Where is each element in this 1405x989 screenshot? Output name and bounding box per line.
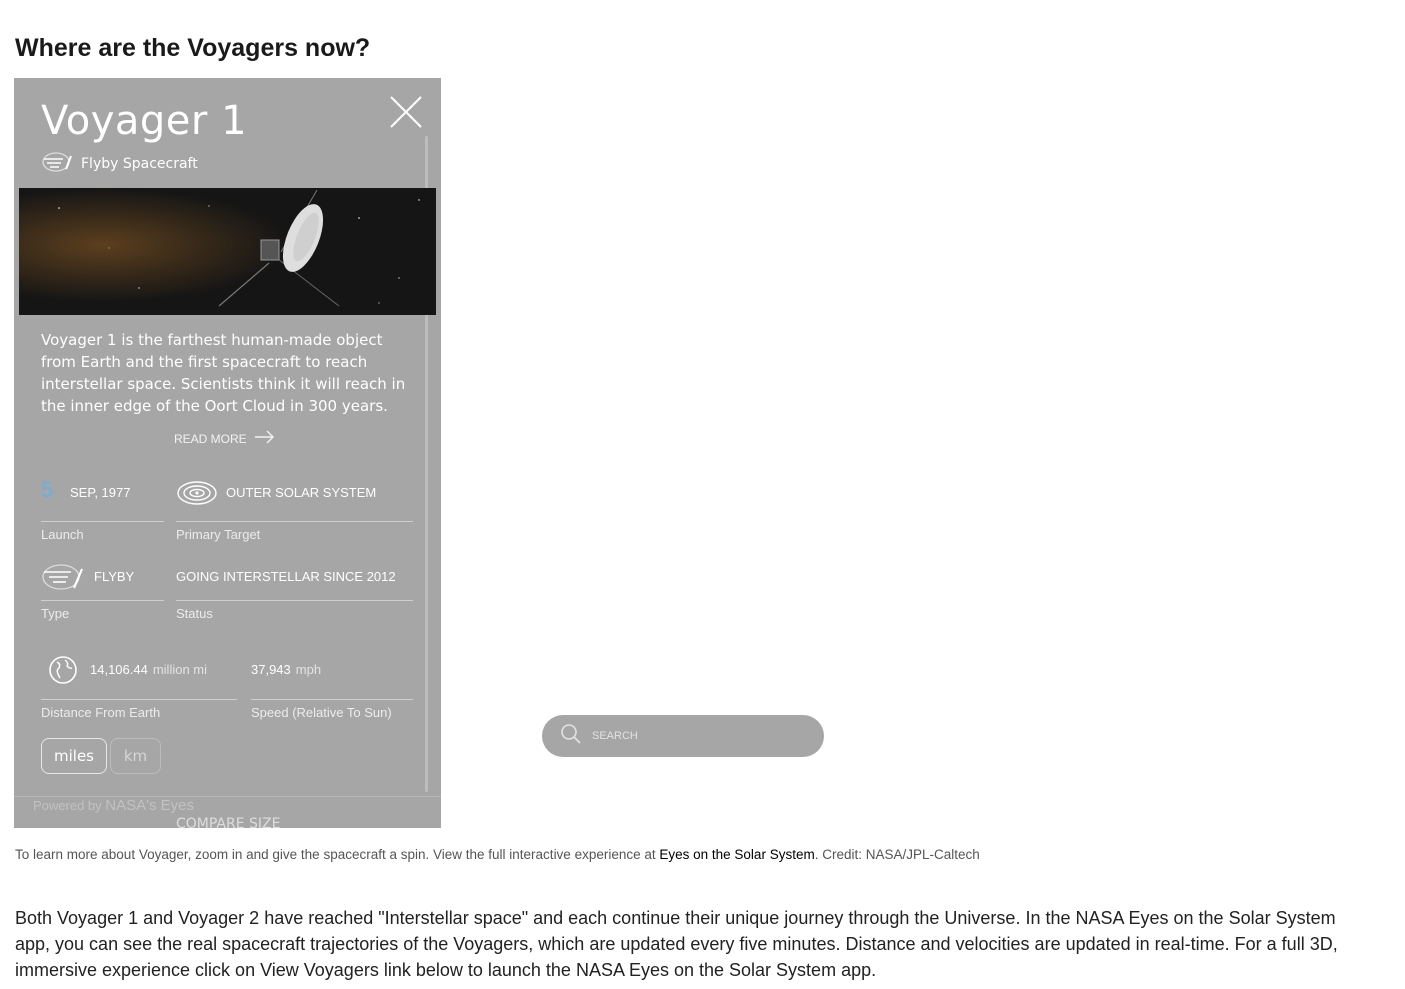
type-label: Type: [41, 606, 70, 621]
km-toggle-button[interactable]: km: [110, 738, 161, 774]
caption-credit: . Credit: NASA/JPL-Caltech: [814, 847, 980, 862]
spacecraft-title: Voyager 1: [41, 98, 248, 144]
type-divider: [41, 600, 164, 601]
status-label: Status: [176, 606, 213, 621]
distance-divider: [41, 699, 237, 700]
primary-target-value: OUTER SOLAR SYSTEM: [226, 485, 377, 500]
launch-label: Launch: [41, 527, 84, 542]
spacecraft-type-row: [41, 152, 198, 176]
distance-unit: million mi: [152, 662, 208, 677]
spacecraft-subtitle: Flyby Spacecraft: [81, 156, 198, 172]
miles-toggle-button[interactable]: miles: [41, 738, 107, 774]
type-value: FLYBY: [94, 569, 135, 584]
launch-day: 5: [41, 477, 54, 502]
read-more-link[interactable]: [174, 430, 275, 447]
solar-system-orbit-icon: [176, 479, 218, 512]
status-value: GOING INTERSTELLAR SINCE 2012: [176, 569, 396, 584]
powered-by-nasa-eyes: [33, 797, 194, 814]
close-icon[interactable]: [390, 96, 422, 128]
distance-value-row: [90, 662, 207, 677]
search-icon: [560, 723, 582, 750]
flyby-spacecraft-icon: [41, 151, 73, 178]
search-bar[interactable]: [542, 715, 824, 757]
launch-divider: [41, 521, 164, 522]
status-divider: [176, 600, 413, 601]
search-input[interactable]: [590, 729, 804, 743]
arrow-right-icon: [255, 430, 275, 447]
media-caption: [15, 847, 980, 862]
speed-value-row: [251, 662, 321, 677]
nasa-eyes-brand: NASA's Eyes: [105, 797, 195, 814]
speed-unit: mph: [295, 662, 322, 677]
flyby-type-icon: [41, 562, 85, 597]
distance-label: Distance From Earth: [41, 705, 161, 720]
caption-text-before: To learn more about Voyager, zoom in and give the spacecraft a spin. View the full interactive experience at: [15, 847, 660, 862]
compare-size-button[interactable]: COMPARE SIZE: [176, 816, 281, 828]
primary-target-label: Primary Target: [176, 527, 261, 542]
speed-divider: [251, 699, 413, 700]
speed-label: Speed (Relative To Sun): [251, 705, 392, 720]
speed-value: 37,943: [251, 662, 291, 677]
powered-by-prefix: Powered by: [33, 798, 102, 813]
distance-value: 14,106.44: [90, 662, 148, 677]
spacecraft-description: Voyager 1 is the farthest human-made object from Earth and the first spacecraft to reach interstellar space. Scientists think it will reach in the inner edge of the Oort Cloud in 300 years.: [41, 331, 406, 415]
earth-globe-icon: [48, 655, 78, 690]
voyager-hero-image: [19, 188, 436, 315]
spacecraft-info-panel: [14, 78, 441, 828]
page-heading: Where are the Voyagers now?: [15, 34, 371, 62]
body-paragraph: Both Voyager 1 and Voyager 2 have reached "Interstellar space" and each continue their unique journey through the Universe. In the NASA Eyes on the Solar System app, you can see the real spacecraft trajectories of the Voyagers, which are updated every five minutes. Distance and velocities are updated in real-time. For a full 3D, immersive experience click on View Voyagers link below to launch the NASA Eyes on the Solar System app.: [15, 908, 1338, 980]
primary-target-divider: [176, 521, 413, 522]
launch-date: SEP, 1977: [70, 485, 131, 500]
read-more-label: READ MORE: [174, 431, 247, 446]
eyes-on-solar-system-link[interactable]: Eyes on the Solar System: [659, 847, 815, 862]
